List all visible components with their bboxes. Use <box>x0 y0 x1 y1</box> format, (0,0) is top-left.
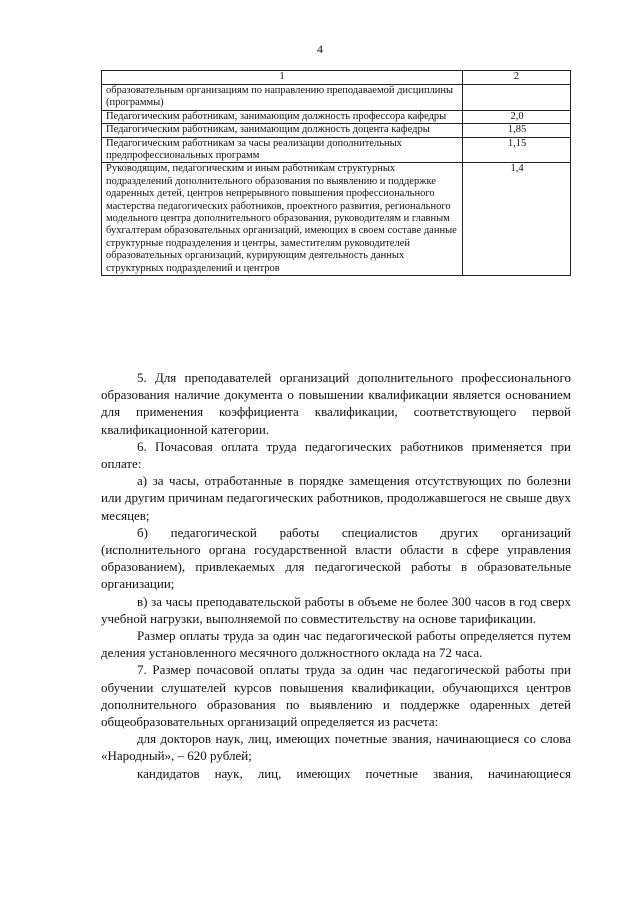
table-cell-value: 2,0 <box>463 110 571 123</box>
paragraph-6b: б) педагогической работы специалистов других организаций (исполнительного органа государственной власти области в сфере управления образованием), привлекаемых для педагогической работы в образовательные организации; <box>101 524 571 592</box>
table-cell-text: Руководящим, педагогическим и иным работникам структурных подразделений дополнительного образования по выявлению и поддержке одаренных детей, центров непрерывного повышения профессионального мастерства педагогических работников, проектного развития, регионального модельного центра дополнительного образования, руководителям и главным бухгалтерам образовательных организаций, имеющих в своем составе данные структурные подразделения и центры, заместителям руководителей образовательных организаций, курирующим деятельность данных структурных подразделений и центров <box>102 163 463 276</box>
table-header-cell: 1 <box>102 71 463 85</box>
coefficient-table <box>101 70 571 276</box>
table-cell-text: Педагогическим работникам, занимающим должность доцента кафедры <box>102 124 463 137</box>
table-cell-value: 1,4 <box>463 163 571 276</box>
table-cell-text: образовательным организациям по направлению преподаваемой дисциплины (программы) <box>102 85 463 111</box>
table-header-row <box>102 71 571 85</box>
body-text <box>101 369 571 782</box>
table-header-cell: 2 <box>463 71 571 85</box>
table-cell-value: 1,85 <box>463 124 571 137</box>
table-cell-text: Педагогическим работникам, занимающим должность профессора кафедры <box>102 110 463 123</box>
table-cell-value <box>463 85 571 111</box>
paragraph-6v: в) за часы преподавательской работы в объеме не более 300 часов в год сверх учебной нагрузки, выполняемой по совместительству на основе тарификации. <box>101 593 571 626</box>
paragraph-hour-rate: Размер оплаты труда за один час педагогической работы определяется путем деления установленного месячного должностного оклада на 72 часа. <box>101 628 571 661</box>
paragraph-7: 7. Размер почасовой оплаты труда за один час педагогической работы при обучении слушателей курсов повышения квалификации, обучающихся центров дополнительного образования по выявлению и поддержке одаренных детей общеобразовательных организаций определяется из расчета: <box>101 662 571 730</box>
table-row <box>102 85 571 111</box>
table-row <box>102 110 571 123</box>
paragraph-doctors: для докторов наук, лиц, имеющих почетные звания, начинающиеся со слова «Народный», – 620 рублей; <box>101 731 571 764</box>
paragraph-6: 6. Почасовая оплата труда педагогических работников применяется при оплате: <box>101 438 571 472</box>
table-row <box>102 124 571 137</box>
page-number: 4 <box>317 42 323 56</box>
paragraph-candidates: кандидатов наук, лиц, имеющих почетные звания, начинающиеся <box>137 765 571 781</box>
table-row <box>102 163 571 276</box>
paragraph-5: 5. Для преподавателей организаций дополнительного профессионального образования наличие документа о повышении квалификации является основанием для применения коэффициента квалификации, соответствующего первой квалификационной категории. <box>101 370 571 437</box>
table-cell-value: 1,15 <box>463 137 571 163</box>
table-row <box>102 137 571 163</box>
paragraph-6a: а) за часы, отработанные в порядке замещения отсутствующих по болезни или другим причинам педагогических работников, продолжавшегося не свыше двух месяцев; <box>101 473 571 523</box>
table-cell-text: Педагогическим работникам за часы реализации дополнительных предпрофессиональных программ <box>102 137 463 163</box>
